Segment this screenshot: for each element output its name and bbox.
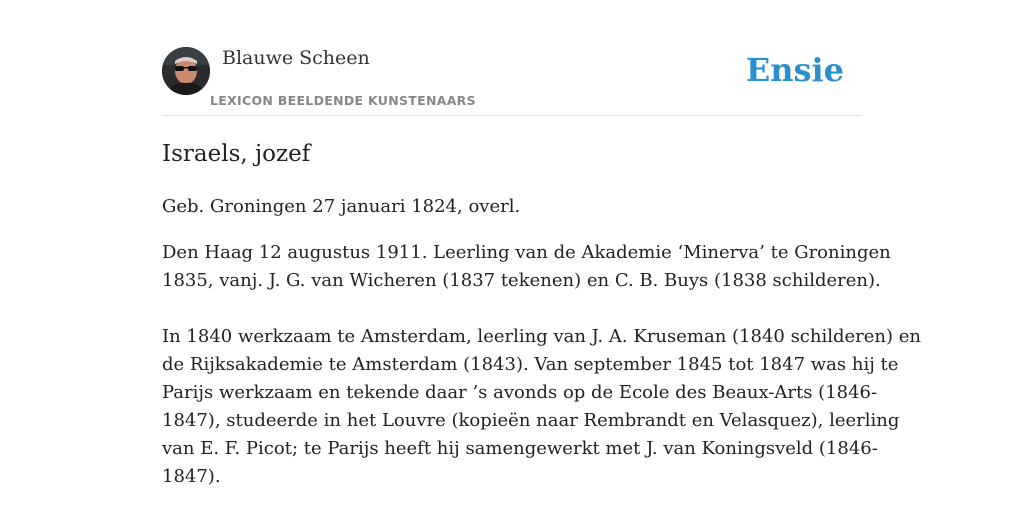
header-divider (162, 115, 862, 116)
article-body (162, 239, 922, 512)
article-title: Israels, jozef (162, 141, 311, 167)
text-line: Parijs werkzaam en tekende daar ’s avonds op de Ecole des Beaux-Arts (1846- (162, 382, 878, 403)
section-label[interactable]: LEXICON BEELDENDE KUNSTENAARS (210, 93, 476, 108)
text-line: Den Haag 12 augustus 1911. Leerling van de Akademie ‘Minerva’ te Groningen (162, 242, 891, 263)
text-line: 1847), studeerde in het Louvre (kopieën naar Rembrandt en Velasquez), leerling (162, 410, 900, 431)
text-line: 1847). (162, 466, 221, 487)
brand-logo[interactable]: Ensie (745, 51, 844, 89)
avatar-photo-icon (162, 47, 210, 95)
text-line: de Rijksakademie te Amsterdam (1843). Van september 1845 tot 1847 was hij te (162, 354, 899, 375)
paragraph (162, 239, 891, 295)
text-line: van E. F. Picot; te Parijs heeft hij samengewerkt met J. van Koningsveld (1846- (162, 438, 878, 459)
paragraph (162, 323, 922, 491)
author-name[interactable]: Blauwe Scheen (222, 47, 370, 69)
text-line: In 1840 werkzaam te Amsterdam, leerling van J. A. Kruseman (1840 schilderen) en (162, 326, 922, 347)
article-lede: Geb. Groningen 27 januari 1824, overl. (162, 196, 521, 217)
text-line: 1835, vanj. J. G. van Wicheren (1837 tekenen) en C. B. Buys (1838 schilderen). (162, 270, 881, 291)
avatar[interactable] (162, 47, 210, 95)
